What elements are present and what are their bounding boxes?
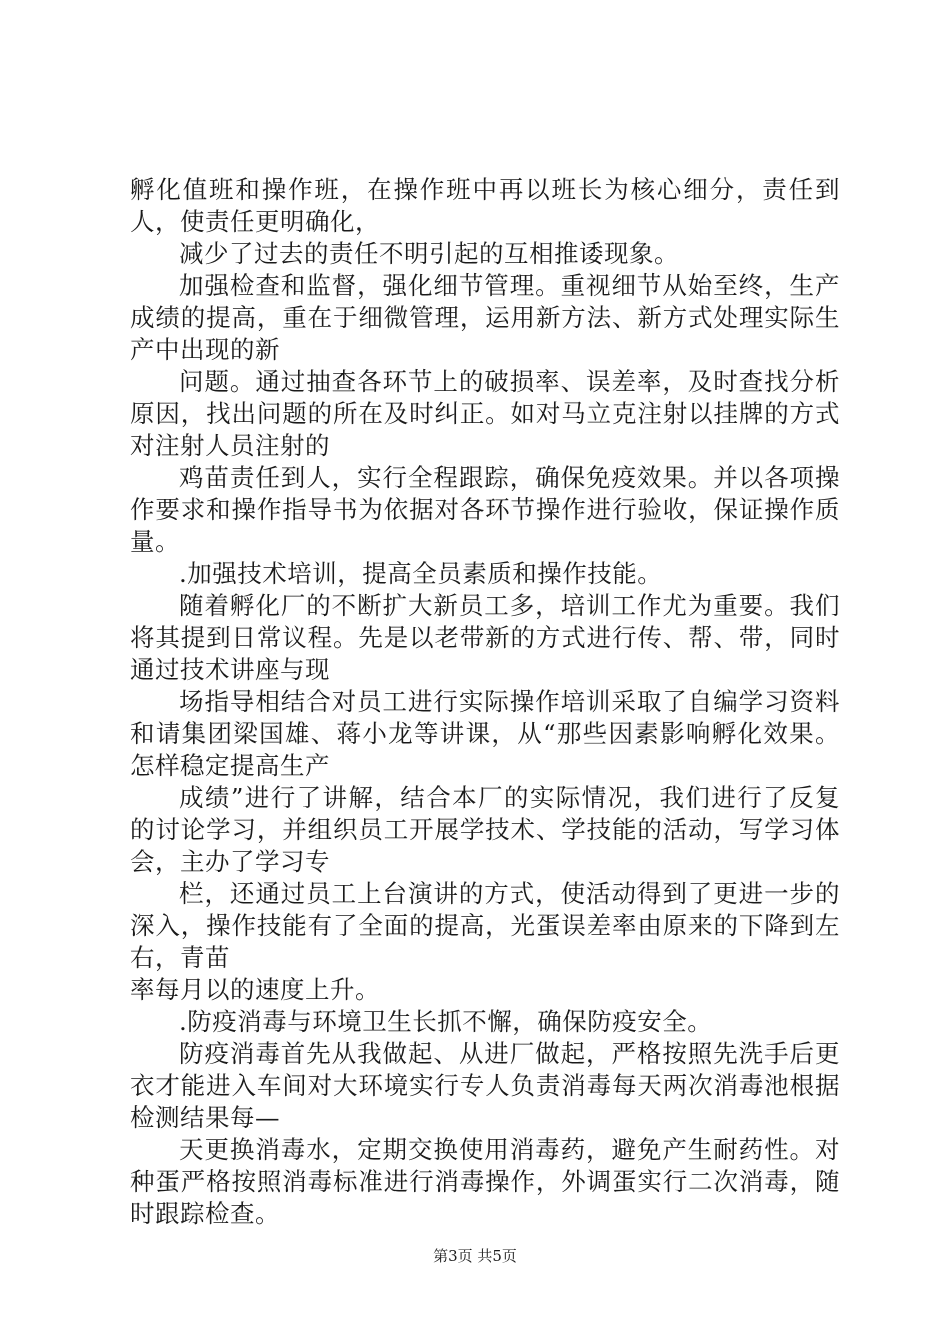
page-number-footer: 第3页 共5页 (433, 1247, 517, 1265)
paragraph-2: 减少了过去的责任不明引起的互相推诿现象。 (179, 239, 679, 268)
document-body (130, 174, 840, 1230)
paragraph-7: 随着孵化厂的不断扩大新员工多，培训工作尤为重要。我们将其提到日常议程。先是以老带新的方式进行传、帮、带，同时通过技术讲座与现 (130, 591, 840, 684)
paragraph-13: 防疫消毒首先从我做起、从进厂做起，严格按照先洗手后更衣才能进入车间对大环境实行专人负责消毒每天两次消毒池根据检测结果每— (130, 1039, 840, 1132)
paragraph-14: 天更换消毒水，定期交换使用消毒药，避免产生耐药性。对种蛋严格按照消毒标准进行消毒操作，外调蛋实行二次消毒，随时跟踪检查。 (130, 1135, 840, 1228)
paragraph-10: 栏，还通过员工上台演讲的方式，使活动得到了更进一步的深入，操作技能有了全面的提高，光蛋误差率由原来的下降到左右，青苗 (130, 879, 840, 972)
section-heading-training: .加强技术培训，提高全员素质和操作技能。 (179, 559, 663, 588)
paragraph-3: 加强检查和监督，强化细节管理。重视细节从始至终，生产成绩的提高，重在于细微管理，运用新方法、新方式处理实际生产中出现的新 (130, 271, 840, 364)
section-heading-disinfection: .防疫消毒与环境卫生长抓不懈，确保防疫安全。 (179, 1007, 713, 1036)
paragraph-9: 成绩”进行了讲解，结合本厂的实际情况，我们进行了反复的讨论学习，并组织员工开展学技术、学技能的活动，写学习体会，主办了学习专 (130, 783, 840, 876)
paragraph-4: 问题。通过抽查各环节上的破损率、误差率，及时查找分析原因，找出问题的所在及时纠正。如对马立克注射以挂牌的方式对注射人员注射的 (130, 367, 840, 460)
paragraph-8: 场指导相结合对员工进行实际操作培训采取了自编学习资料和请集团梁国雄、蒋小龙等讲课，从“那些因素影响孵化效果。怎样稳定提高生产 (130, 687, 840, 780)
paragraph-1: 孵化值班和操作班，在操作班中再以班长为核心细分，责任到人，使责任更明确化， (130, 175, 840, 236)
paragraph-5: 鸡苗责任到人，实行全程跟踪，确保免疫效果。并以各项操作要求和操作指导书为依据对各环节操作进行验收，保证操作质量。 (130, 463, 840, 556)
paragraph-11: 率每月以的速度上升。 (130, 975, 380, 1004)
